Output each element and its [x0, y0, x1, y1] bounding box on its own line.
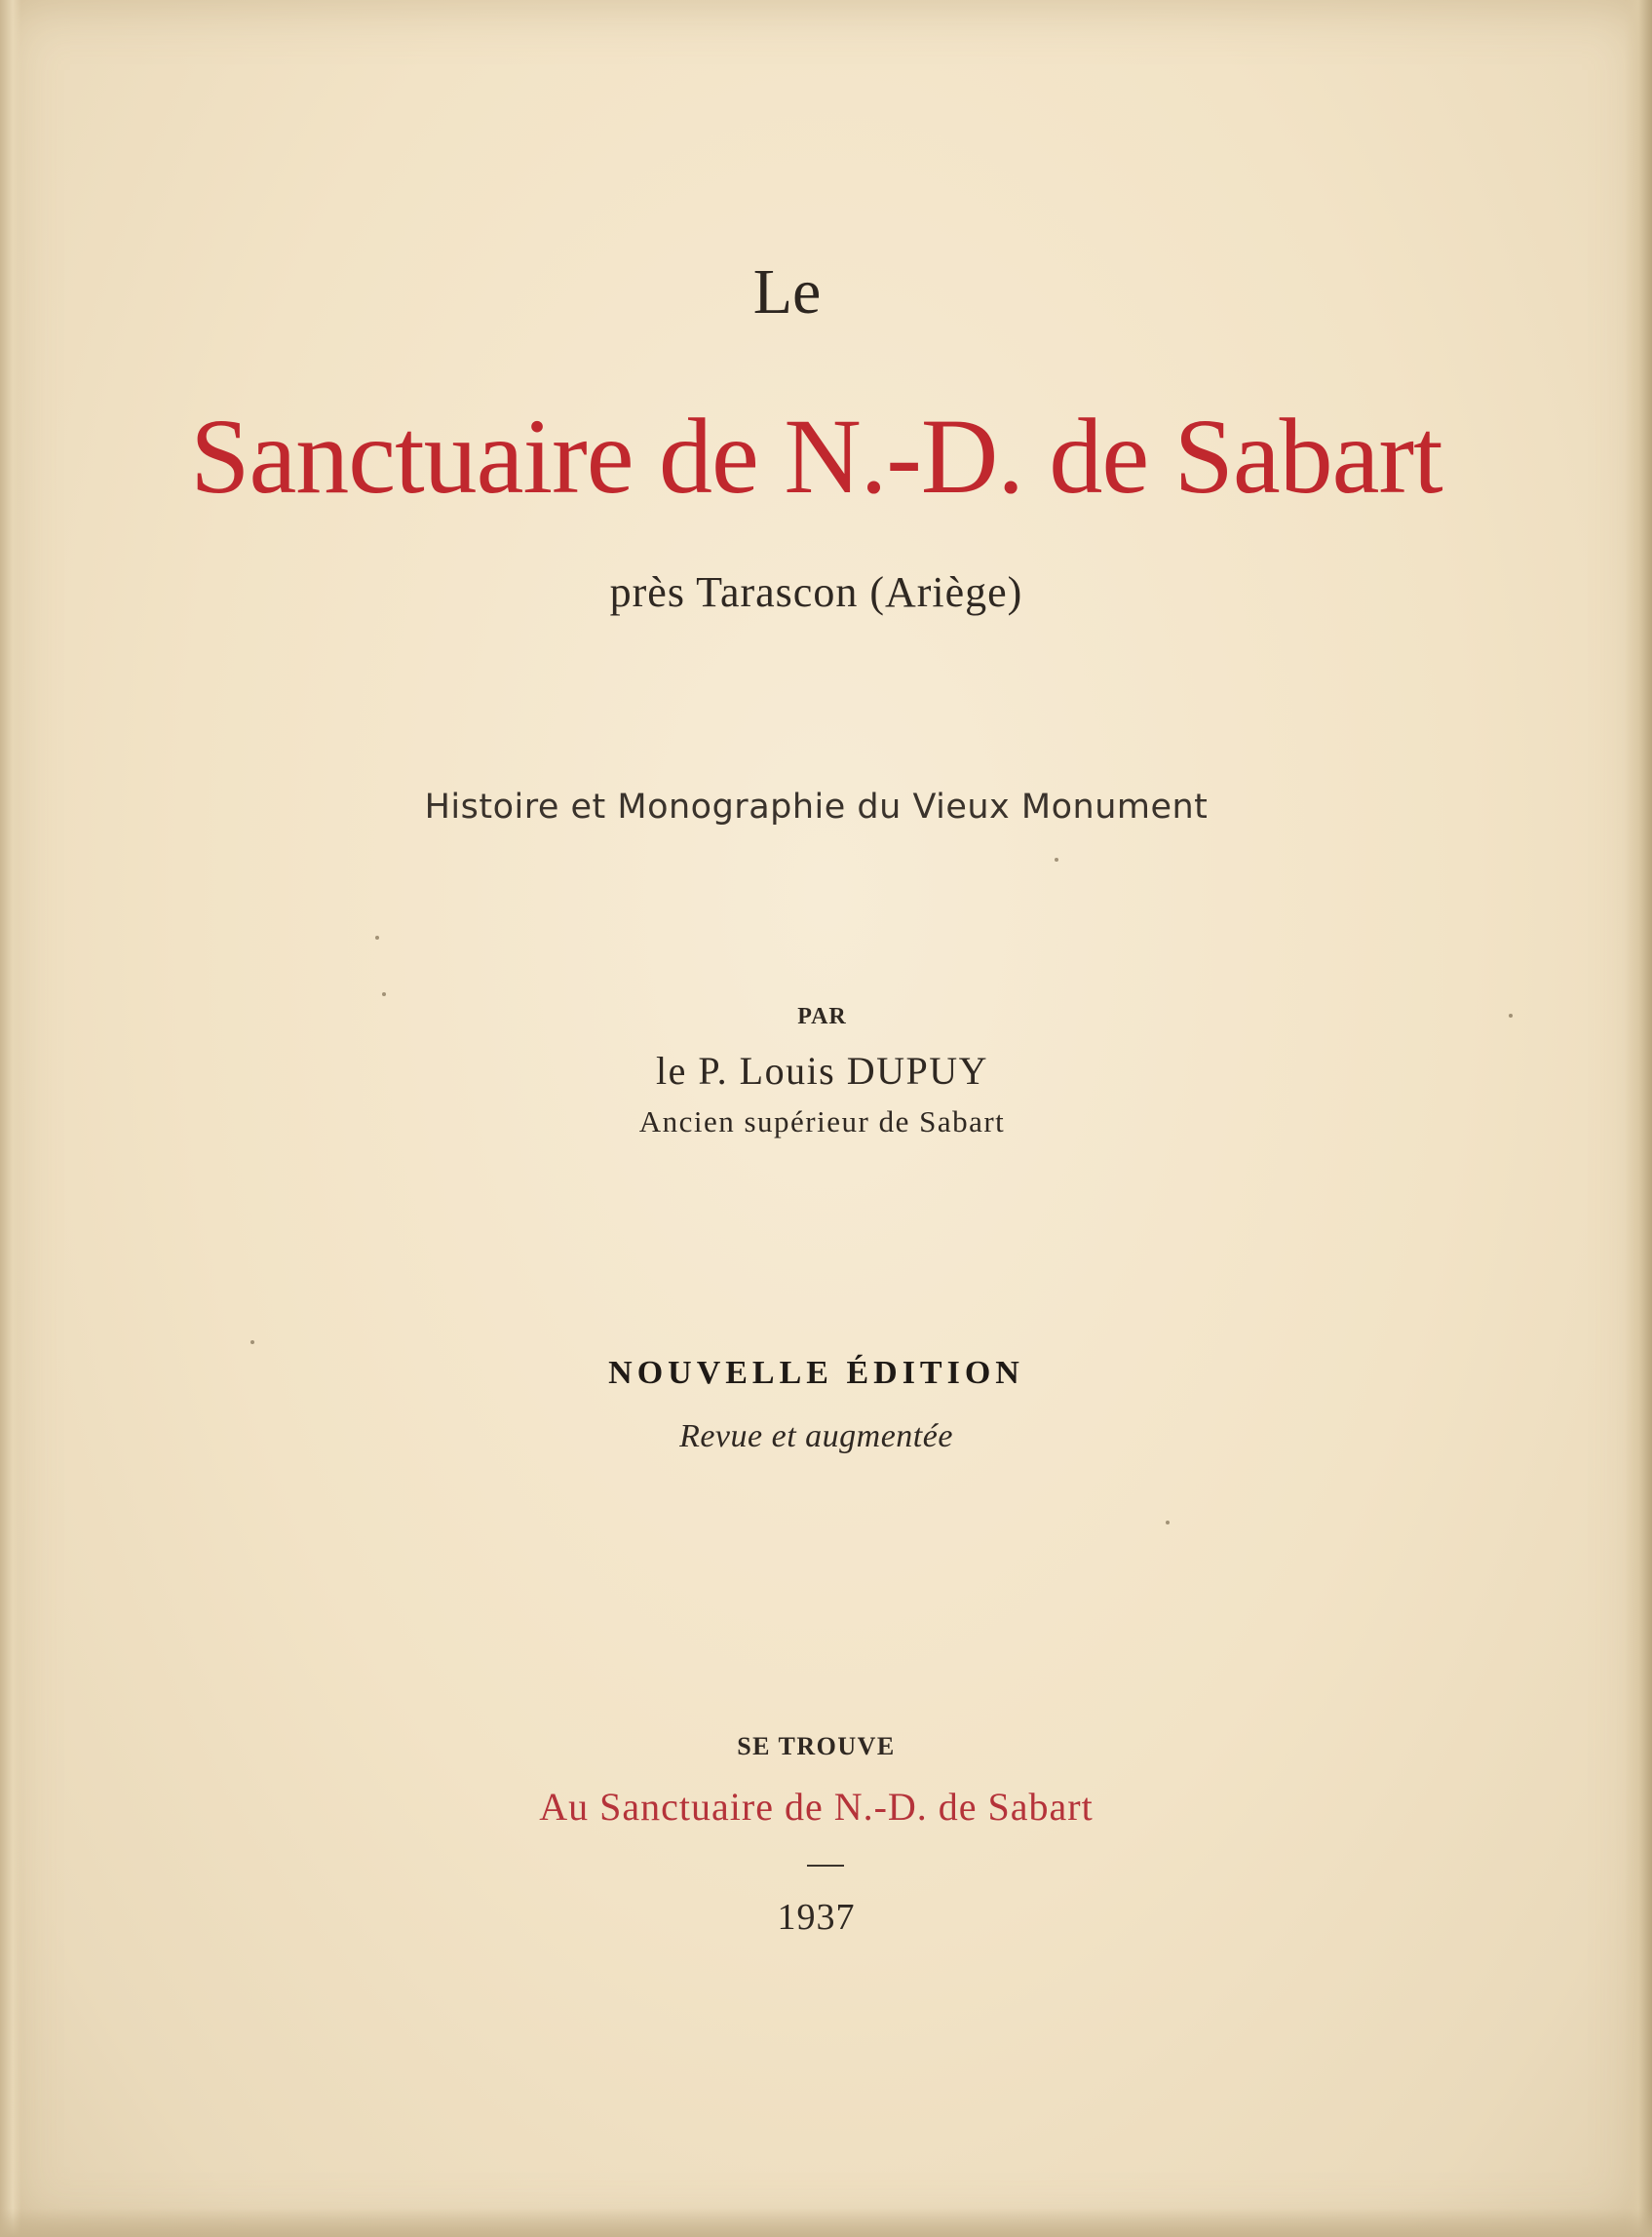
title-article: Le [752, 256, 822, 328]
subtitle: près Tarascon (Ariège) [609, 568, 1023, 616]
edition-label: NOUVELLE ÉDITION [608, 1355, 1024, 1391]
description: Histoire et Monographie du Vieux Monument [424, 788, 1209, 827]
page-title: Sanctuaire de N.-D. de Sabart [190, 397, 1442, 516]
availability-label: SE TROUVE [737, 1732, 896, 1760]
paper-speck [375, 936, 379, 940]
publication-year: 1937 [777, 1897, 856, 1938]
author-name: le P. Louis DUPUY [655, 1049, 989, 1093]
edition-note: Revue et augmentée [679, 1418, 953, 1454]
separator-dash [807, 1865, 844, 1867]
paper-speck [1166, 1521, 1170, 1524]
paper-speck [382, 992, 386, 996]
author-role: Ancien supérieur de Sabart [638, 1104, 1006, 1138]
paper-speck [1055, 858, 1058, 862]
by-label: PAR [797, 1004, 847, 1029]
paper-speck [250, 1340, 254, 1344]
page-edge-bottom [0, 2208, 1652, 2237]
availability-place: Au Sanctuaire de N.-D. de Sabart [539, 1785, 1094, 1829]
